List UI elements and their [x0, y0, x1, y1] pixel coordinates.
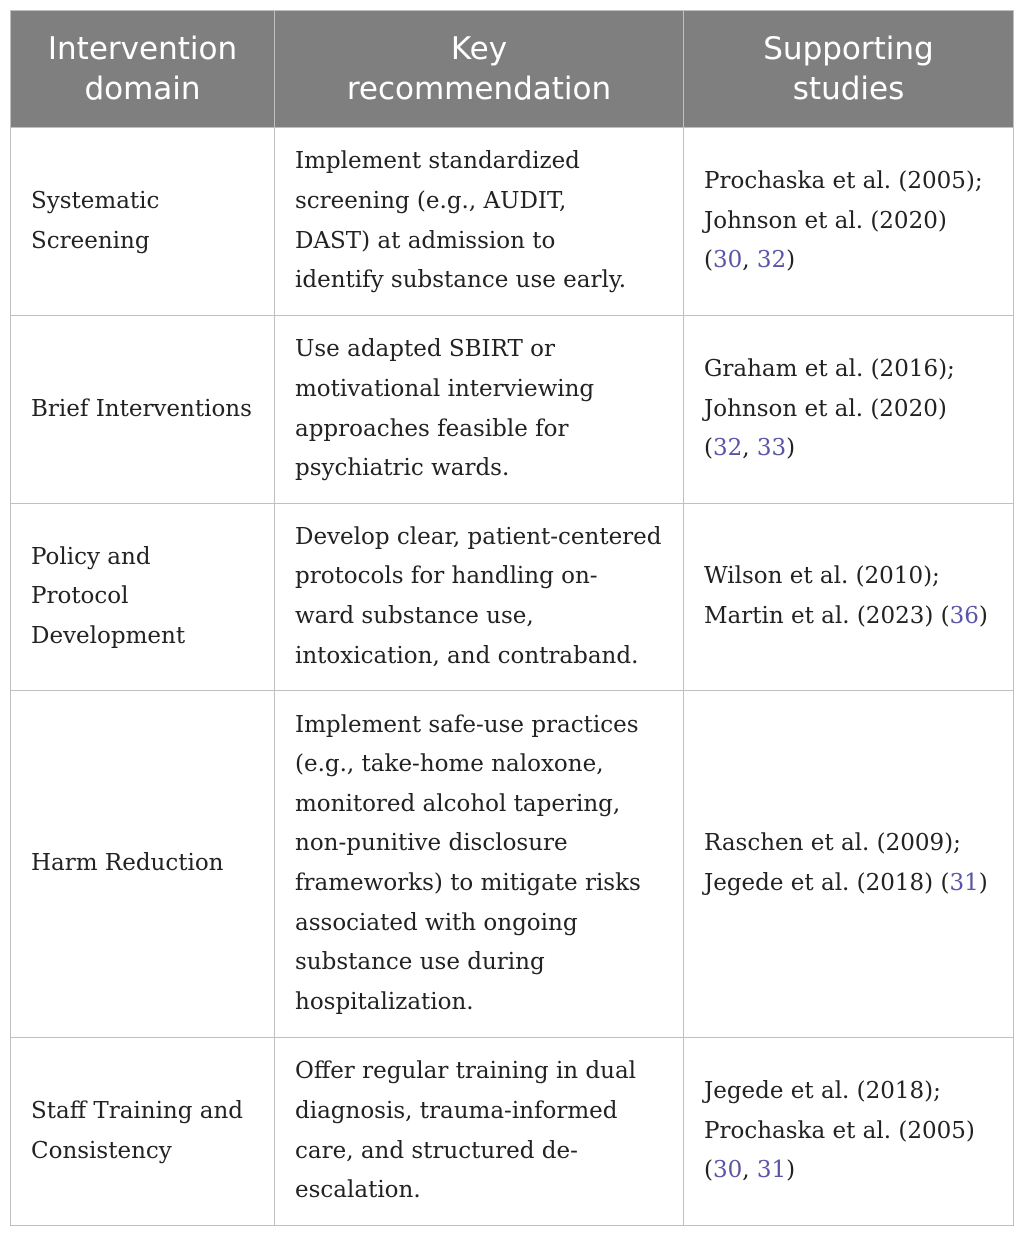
studies-cell: [684, 691, 1014, 1038]
header-supporting-studies: [684, 11, 1014, 128]
studies-line: [704, 1151, 1001, 1191]
studies-text: Johnson et al. (2020): [704, 395, 947, 422]
recommendation-line: protocols for handling on-: [295, 563, 598, 590]
studies-text: Graham et al. (2016);: [704, 356, 955, 383]
studies-line: [704, 429, 1001, 469]
studies-text: Johnson et al. (2020): [704, 207, 947, 234]
studies-line: [704, 350, 1001, 390]
studies-cell: [684, 504, 1014, 691]
studies-text: ,: [742, 435, 757, 462]
recommendation-cell: [275, 128, 684, 316]
domain-line: Consistency: [31, 1137, 172, 1164]
reference-link[interactable]: 31: [949, 870, 979, 896]
table-row: [11, 504, 1014, 691]
header-line: studies: [792, 71, 905, 107]
recommendation-line: Develop clear, patient-centered: [295, 523, 662, 550]
studies-text: ): [786, 1157, 796, 1184]
recommendation-line: DAST) at admission to: [295, 227, 556, 254]
domain-cell: [11, 128, 275, 316]
reference-link[interactable]: 32: [712, 435, 743, 462]
recommendation-cell: [275, 504, 684, 691]
recommendation-line: approaches feasible for: [295, 415, 569, 442]
domain-line: Harm Reduction: [31, 850, 224, 877]
reference-link[interactable]: 32: [756, 247, 787, 274]
recommendation-line: diagnosis, trauma-informed: [295, 1097, 618, 1124]
recommendation-cell: [275, 316, 684, 504]
domain-line: Protocol: [31, 583, 129, 610]
studies-line: [704, 1112, 1001, 1152]
studies-cell: [684, 1038, 1014, 1226]
recommendation-line: escalation.: [295, 1177, 421, 1204]
recommendation-line: (e.g., take-home naloxone,: [295, 751, 604, 778]
recommendation-line: care, and structured de-: [295, 1137, 578, 1164]
studies-text: ): [978, 870, 988, 896]
domain-cell: [11, 1038, 275, 1226]
studies-text: ,: [742, 1157, 757, 1184]
studies-text: Martin et al. (2023) (: [704, 603, 950, 629]
studies-cell: [684, 316, 1014, 504]
studies-text: ,: [742, 247, 757, 274]
recommendation-line: frameworks) to mitigate risks: [295, 870, 641, 896]
table-row: [11, 316, 1014, 504]
recommendation-line: motivational interviewing: [295, 375, 595, 402]
recommendation-line: Implement safe-use practices: [295, 711, 639, 738]
studies-line: [704, 241, 1001, 281]
recommendation-line: non-punitive disclosure: [295, 830, 568, 857]
recommendation-line: Offer regular training in dual: [295, 1058, 637, 1085]
studies-text: Prochaska et al. (2005);: [704, 168, 983, 195]
recommendation-line: Use adapted SBIRT or: [295, 336, 556, 363]
reference-link[interactable]: 30: [712, 247, 743, 274]
studies-text: (: [704, 247, 713, 274]
studies-text: Jegede et al. (2018);: [704, 1078, 941, 1105]
header-line: Supporting: [763, 31, 934, 67]
recommendation-cell: [275, 1038, 684, 1226]
domain-line: Development: [31, 622, 186, 649]
studies-text: (: [704, 435, 713, 462]
domain-cell: [11, 691, 275, 1038]
header-line: Key: [450, 31, 508, 67]
studies-line: [704, 557, 1001, 597]
studies-cell: [684, 128, 1014, 316]
recommendation-line: psychiatric wards.: [295, 455, 510, 482]
recommendation-line: Implement standardized: [295, 148, 580, 175]
header-line: recommendation: [346, 71, 612, 107]
header-line: domain: [84, 71, 201, 107]
studies-line: [704, 162, 1001, 202]
domain-cell: [11, 504, 275, 691]
reference-link[interactable]: 31: [756, 1157, 787, 1184]
recommendation-line: ward substance use,: [295, 603, 534, 629]
reference-link[interactable]: 36: [949, 603, 979, 629]
recommendation-line: substance use during: [295, 949, 545, 976]
studies-line: [704, 1072, 1001, 1112]
header-intervention-domain: [11, 11, 275, 128]
domain-cell: [11, 316, 275, 504]
recommendation-line: hospitalization.: [295, 988, 474, 1015]
header-line: Intervention: [47, 31, 238, 67]
recommendations-table: [10, 10, 1014, 1226]
recommendation-line: identify substance use early.: [295, 267, 627, 294]
domain-line: Staff Training and: [31, 1097, 244, 1124]
domain-line: Brief Interventions: [31, 395, 252, 422]
header-row: [11, 11, 1014, 128]
studies-text: (: [704, 1157, 713, 1184]
studies-text: ): [978, 603, 988, 629]
domain-line: Systematic: [31, 187, 160, 214]
domain-line: Policy and: [31, 543, 151, 570]
studies-text: Wilson et al. (2010);: [704, 563, 940, 590]
studies-text: Jegede et al. (2018) (: [704, 870, 950, 896]
studies-text: Raschen et al. (2009);: [704, 830, 961, 857]
recommendation-line: intoxication, and contraband.: [295, 642, 639, 669]
table-row: [11, 691, 1014, 1038]
studies-line: [704, 597, 1001, 637]
studies-text: Prochaska et al. (2005): [704, 1117, 975, 1144]
studies-line: [704, 202, 1001, 242]
table-row: [11, 1038, 1014, 1226]
studies-line: [704, 824, 1001, 864]
recommendation-line: associated with ongoing: [295, 909, 578, 936]
studies-text: ): [786, 435, 796, 462]
reference-link[interactable]: 30: [712, 1157, 743, 1184]
table-row: [11, 128, 1014, 316]
studies-text: ): [786, 247, 796, 274]
header-key-recommendation: [275, 11, 684, 128]
recommendation-cell: [275, 691, 684, 1038]
studies-line: [704, 864, 1001, 904]
reference-link[interactable]: 33: [756, 435, 787, 462]
studies-line: [704, 390, 1001, 430]
domain-line: Screening: [31, 227, 150, 254]
recommendation-line: monitored alcohol tapering,: [295, 790, 621, 817]
recommendation-line: screening (e.g., AUDIT,: [295, 187, 567, 214]
